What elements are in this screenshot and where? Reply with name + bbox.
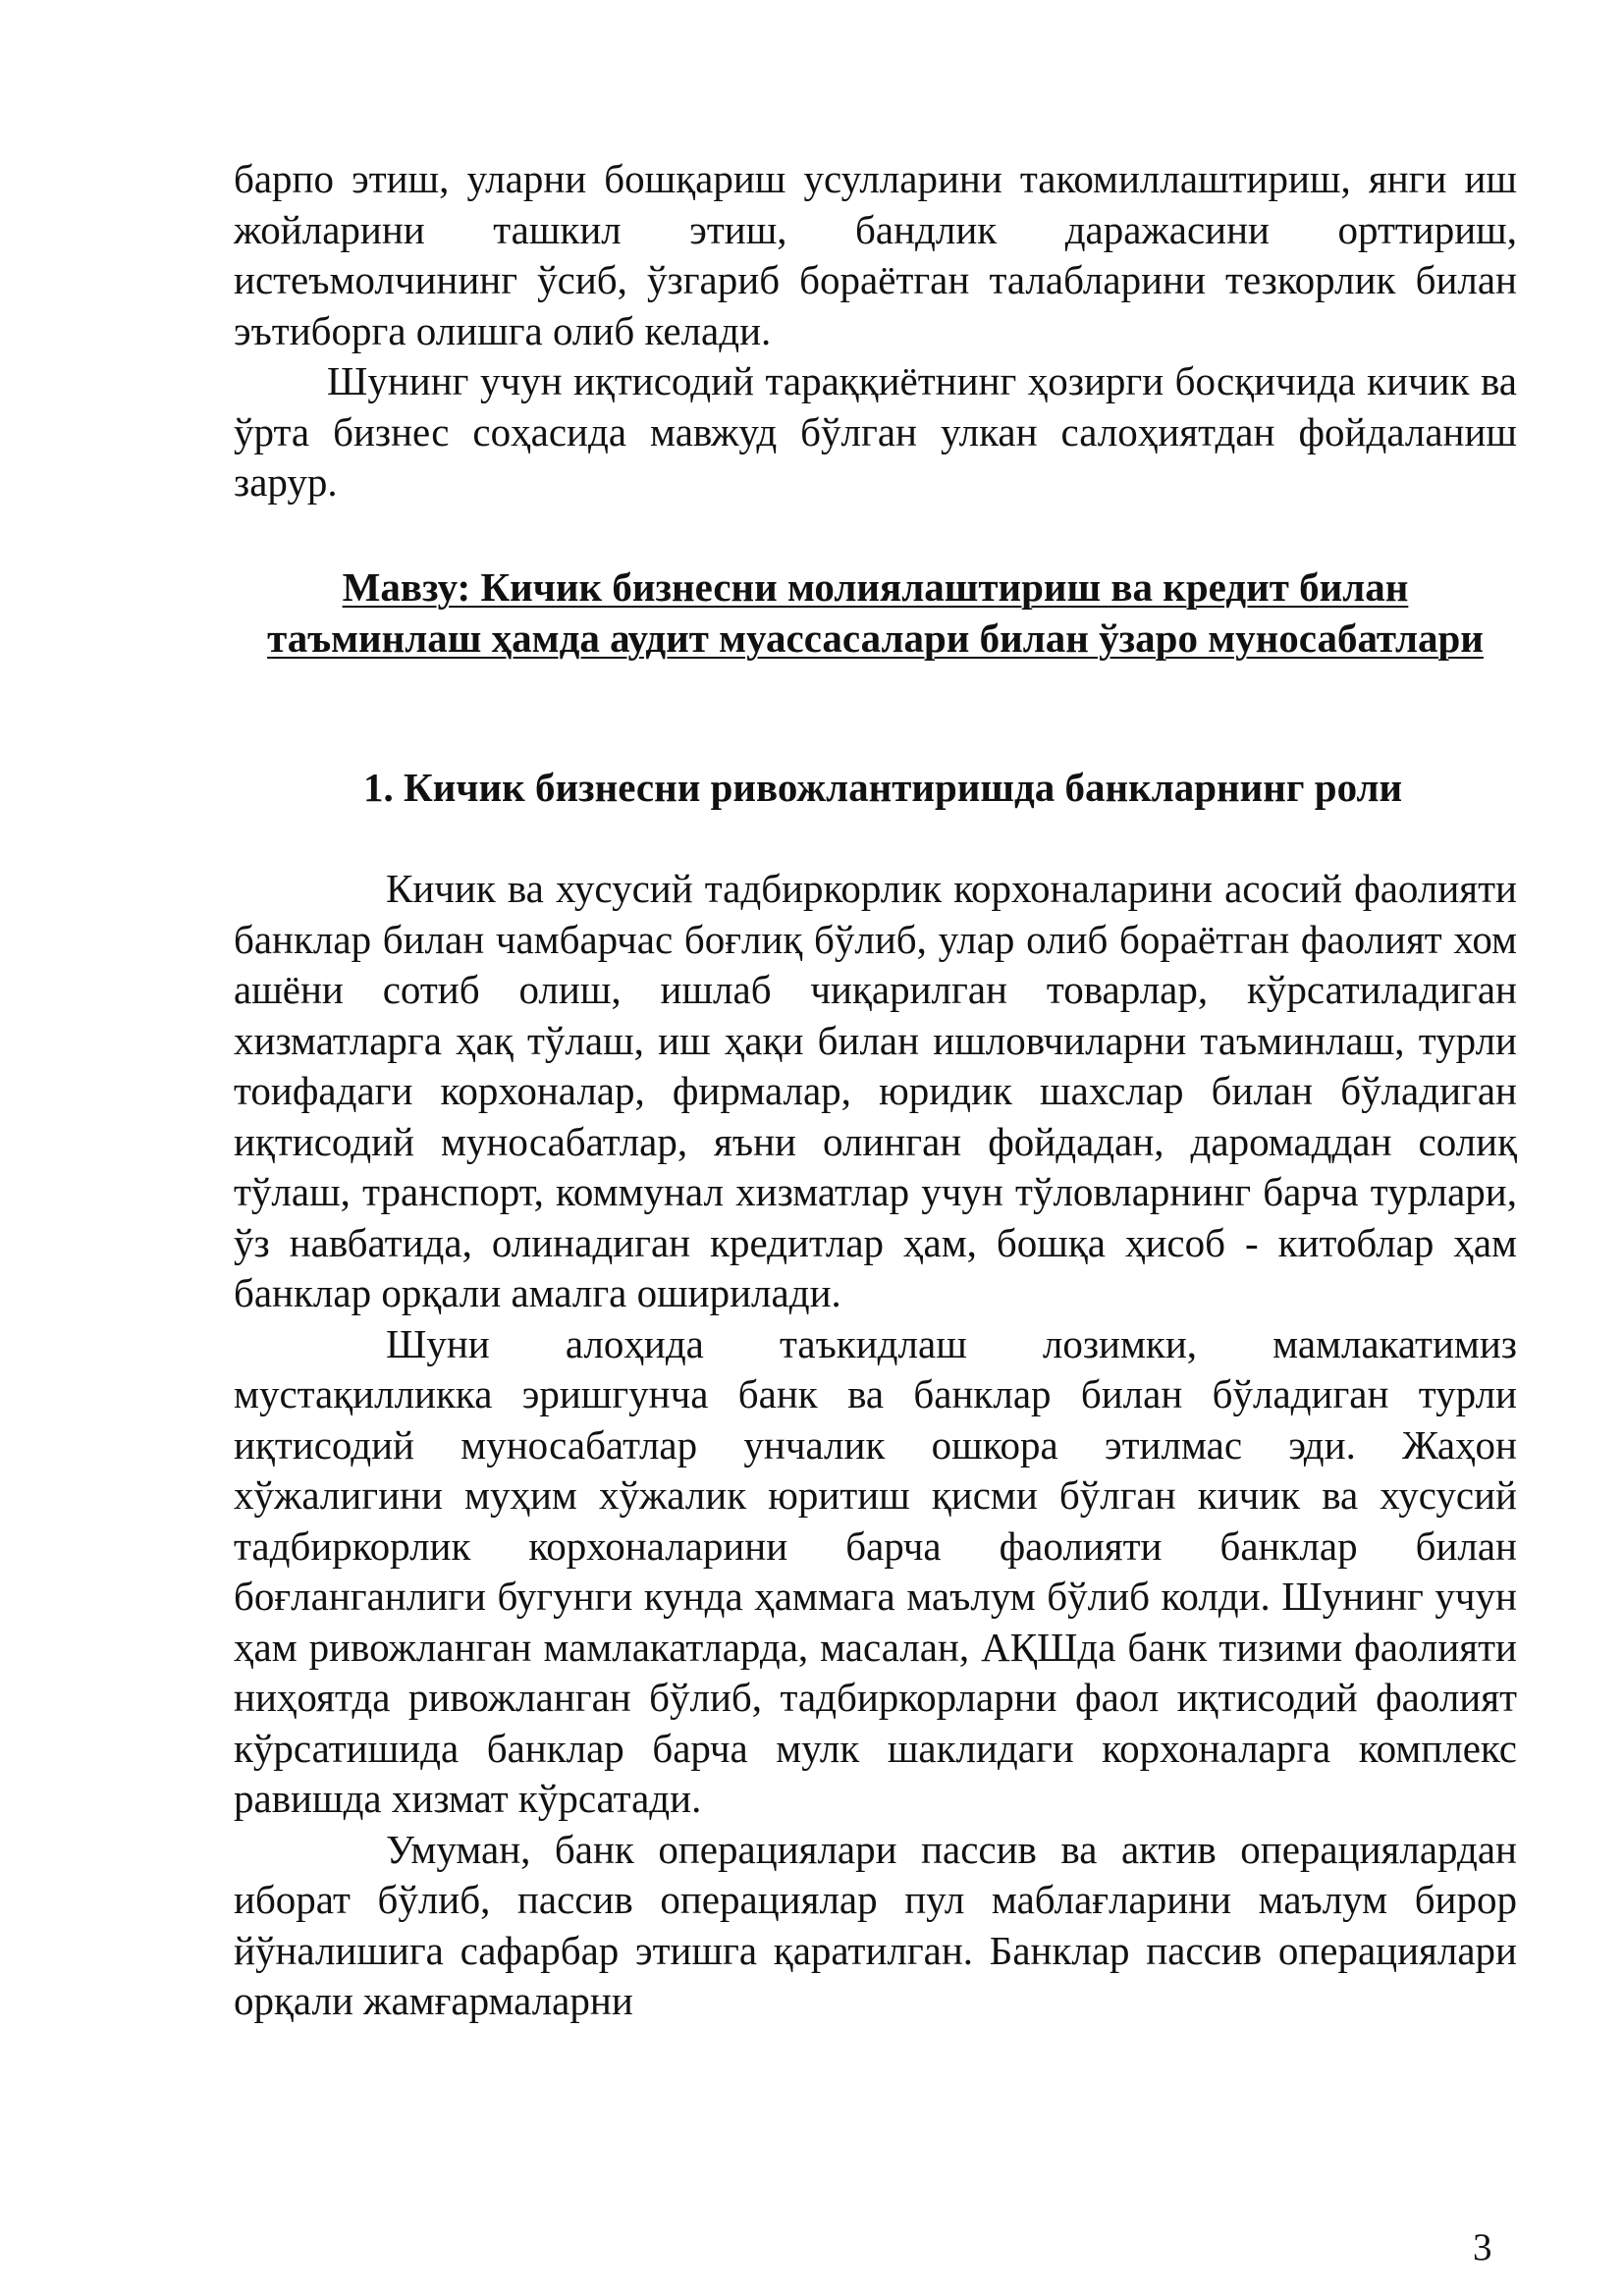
page-number: 3 (1473, 2226, 1492, 2269)
intro-paragraph-2: Шунинг учун иқтисодий тараққиётнинг ҳозирги босқичида кичик ва ўрта бизнес соҳасида мавжуд бўлган улкан салоҳиятдан фойдаланиш зарур. (234, 358, 1517, 505)
main-paragraph-3: Умуман, банк операциялари пассив ва актив операциялардан иборат бўлиб, пассив операциялар пул маблағларини маълум бирор йўналишига сафарбар этишга қаратилган. Банклар пассив операциялари орқали жамғармаларни (234, 1826, 1517, 2023)
topic-heading: Мавзу: Кичик бизнесни молиялаштириш ва кредит билан таъминлаш ҳамда аудит муассасалари билан ўзаро муносабатлари (267, 564, 1484, 661)
intro-paragraph-1: барпо этиш, уларни бошқариш усулларини такомиллаштириш, янги иш жойларини ташкил этиш, бандлик даражасини орттириш, истеъмолчининг ўсиб, ўзгариб бораётган талабларини тезкорлик билан эътиборга олишга олиб келади. (234, 156, 1517, 353)
section-heading: 1. Кичик бизнесни ривожлантиришда банкларнинг роли (363, 765, 1403, 810)
main-paragraph-1: Кичик ва хусусий тадбиркорлик корхоналарини асосий фаолияти банклар билан чамбарчас боғлиқ бўлиб, улар олиб бораётган фаолият хом ашёни сотиб олиш, ишлаб чиқарилган товарлар, кўрсатиладиган хизматларга ҳақ тўлаш, иш ҳақи билан ишловчиларни таъминлаш, турли тоифадаги корхоналар, фирмалар, юридик шахслар билан бўладиган иқтисодий муносабатлар, яъни олинган фойдадан, даромаддан солиқ тўлаш, транспорт, коммунал хизматлар учун тўловларнинг барча турлари, ўз навбатида, олинадиган кредитлар ҳам, бошқа ҳисоб - китоблар ҳам банклар орқали амалга оширилади. (234, 866, 1517, 1315)
main-paragraph-2: Шуни алоҳида таъкидлаш лозимки, мамлакатимиз мустақилликка эришгунча банк ва банклар билан бўладиган турли иқтисодий муносабатлар унчалик ошкора этилмас эди. Жаҳон хўжалигини муҳим хўжалик юритиш қисми бўлган кичик ва хусусий тадбиркорлик корхоналарини барча фаолияти банклар билан боғланганлиги бугунги кунда ҳаммага маълум бўлиб колди. Шунинг учун ҳам ривожланган мамлакатларда, масалан, АҚШда банк тизими фаолияти ниҳоятда ривожланган бўлиб, тадбиркорларни фаол иқтисодий фаолият кўрсатишида банклар барча мулк шаклидаги корхоналарга комплекс равишда хизмат кўрсатади. (234, 1320, 1517, 1821)
main-text-block (234, 864, 1517, 2027)
intro-text-block (234, 154, 1517, 508)
